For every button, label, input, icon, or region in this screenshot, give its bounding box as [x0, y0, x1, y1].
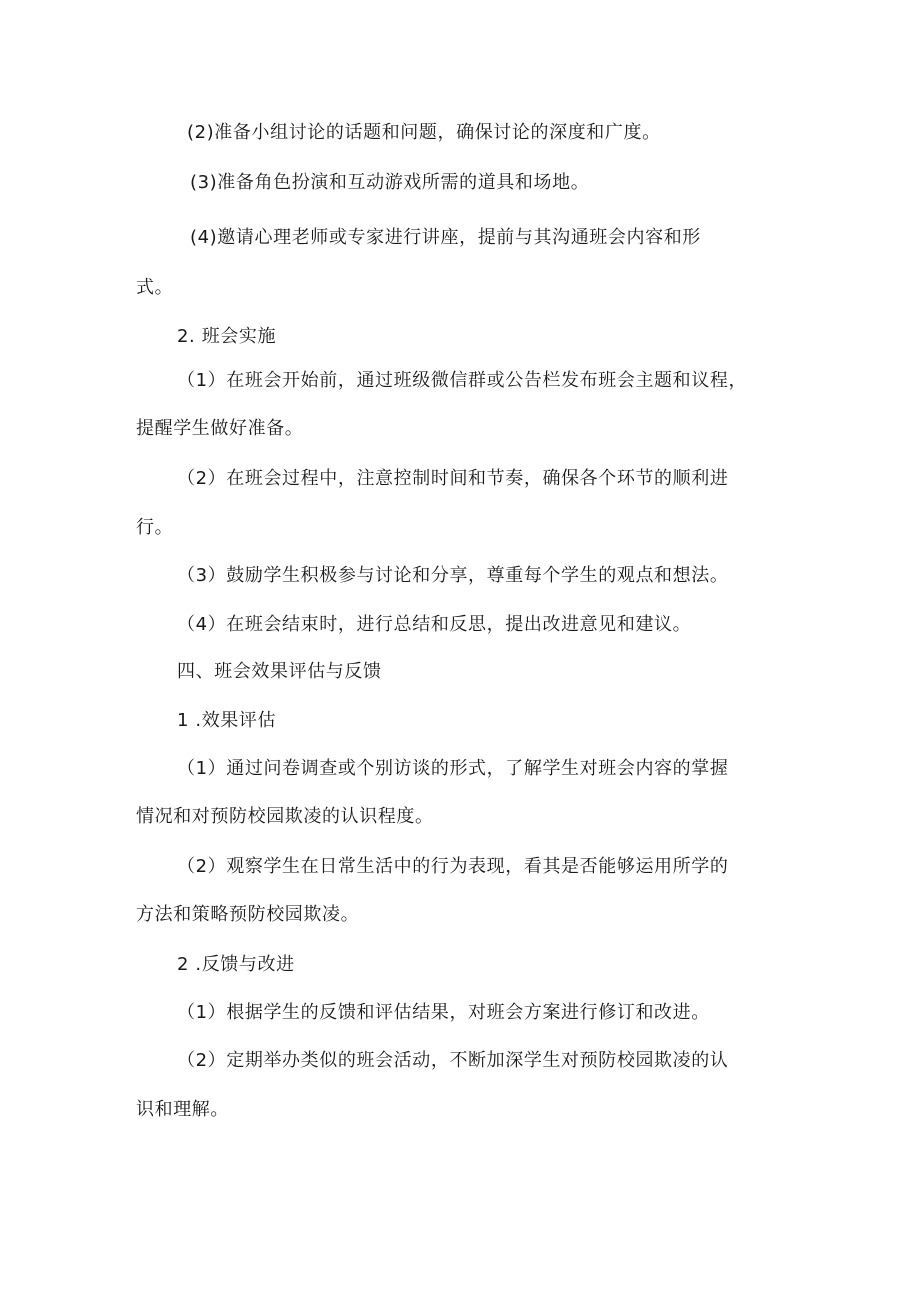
- paragraph-line: 行。: [136, 517, 174, 538]
- paragraph-line: 方法和策略预防校园欺凌。: [136, 904, 360, 925]
- paragraph-line: (3)准备角色扮演和互动游戏所需的道具和场地。: [190, 172, 590, 193]
- paragraph-line: （1）通过问卷调查或个别访谈的形式，了解学生对班会内容的掌握: [177, 758, 729, 779]
- paragraph-line: 识和理解。: [136, 1099, 229, 1120]
- section-heading: 2. 班会实施: [177, 326, 277, 347]
- paragraph-line: 式。: [136, 277, 174, 298]
- paragraph-line: （2）在班会过程中，注意控制时间和节奏，确保各个环节的顺利进: [177, 468, 729, 489]
- paragraph-line: （2）定期举办类似的班会活动，不断加深学生对预防校园欺凌的认: [177, 1050, 729, 1071]
- paragraph-line: 提醒学生做好准备。: [136, 418, 304, 439]
- section-heading: 四、班会效果评估与反馈: [177, 661, 382, 682]
- paragraph-line: (4)邀请心理老师或专家进行讲座，提前与其沟通班会内容和形: [190, 227, 701, 248]
- paragraph-line: （2）观察学生在日常生活中的行为表现，看其是否能够运用所学的: [177, 856, 729, 877]
- subsection-heading: 1 .效果评估: [177, 710, 277, 731]
- paragraph-line: （1）根据学生的反馈和评估结果，对班会方案进行修订和改进。: [177, 1002, 710, 1023]
- subsection-heading: 2 .反馈与改进: [177, 954, 295, 975]
- paragraph-line: （1）在班会开始前，通过班级微信群或公告栏发布班会主题和议程，: [177, 370, 748, 391]
- paragraph-line: （3）鼓励学生积极参与讨论和分享，尊重每个学生的观点和想法。: [177, 565, 729, 586]
- paragraph-line: （4）在班会结束时，进行总结和反思，提出改进意见和建议。: [177, 614, 692, 635]
- paragraph-line: (2)准备小组讨论的话题和问题，确保讨论的深度和广度。: [187, 122, 661, 143]
- paragraph-line: 情况和对预防校园欺凌的认识程度。: [136, 806, 434, 827]
